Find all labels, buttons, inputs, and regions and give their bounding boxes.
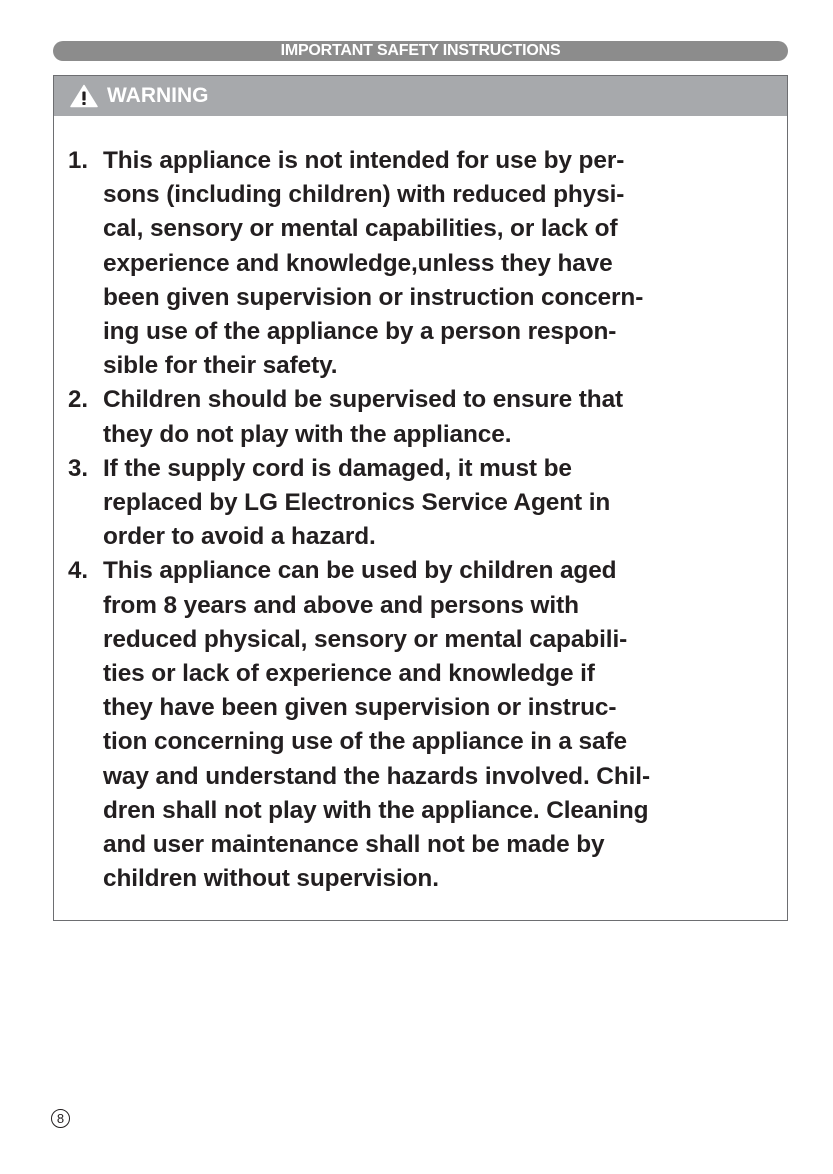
warning-header [54,76,787,116]
page-number: 8 [51,1109,70,1128]
instruction-number: 4. [68,557,89,585]
instruction-number: 3. [68,454,89,482]
instruction-text: Children should be supervised to ensure that they do not play with the appliance. [103,386,624,448]
instruction-item-1 [68,144,780,383]
instruction-item-4 [68,554,780,896]
instruction-list [68,144,780,896]
section-title: IMPORTANT SAFETY INSTRUCTIONS [280,42,561,59]
section-header-bar [53,41,788,61]
instruction-number: 1. [68,147,89,174]
instruction-text: If the supply cord is damaged, it must be replaced by LG Electronics Service Agent in order to avoid a hazard. [103,454,611,551]
instruction-item-3 [68,452,780,555]
instruction-number: 2. [68,386,89,414]
instruction-text: This appliance is not intended for use by per- sons (including children) with reduced physi- cal, sensory or mental capabilities, or lack of experience and knowledge,unless they have been given supervision or instruction concern- ing use of the appliance by a person respon- sible for their safety. [103,147,644,380]
warning-triangle-icon [70,84,98,108]
warning-label: WARNING [107,84,209,107]
instruction-item-2 [68,383,780,451]
instruction-text: This appliance can be used by children aged from 8 years and above and persons with reduced physical, sensory or mental capabili- ties or lack of experience and knowledge if they have been given supervision or instruc- tion concerning use of the appliance in a safe way and understand the hazards involved. Chil- dren shall not play with the appliance. Cleaning and user maintenance shall not be made by children without supervision. [103,557,651,893]
warning-box [53,75,788,921]
